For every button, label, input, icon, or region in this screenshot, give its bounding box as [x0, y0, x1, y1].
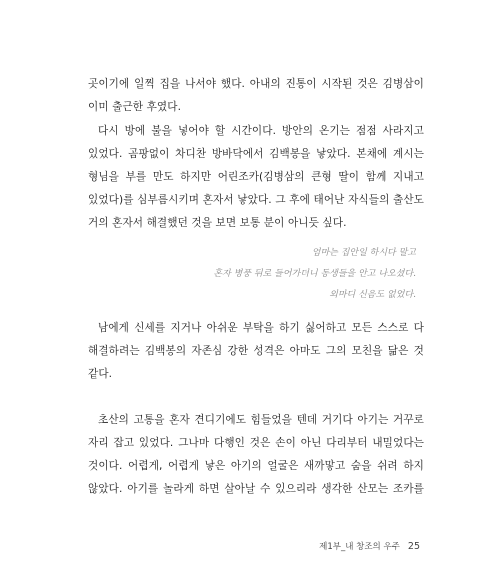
- body-line: 있었다. 곰팡없이 차디찬 방바닥에서 김백봉을 낳았다. 본채에 계시는: [88, 148, 424, 160]
- body-line: 있었다)를 심부름시키며 혼자서 낳았다. 그 후에 태어난 자식들의 출산도: [88, 194, 424, 206]
- body-line: 이미 출근한 후였다.: [88, 101, 182, 113]
- body-line: 자리 잡고 있었다. 그나마 다행인 것은 손이 아닌 다리부터 내밀었다는: [88, 437, 424, 449]
- quote-line: 외마디 신음도 없었다.: [329, 290, 416, 300]
- body-line: 같다.: [88, 368, 113, 380]
- quote-line: 혼자 병풍 뒤로 들어가더니 동생들을 안고 나오셨다.: [213, 269, 416, 279]
- running-footer-section: 제1부_내 창조의 우주: [319, 542, 400, 552]
- page-footer: [319, 540, 420, 552]
- body-line: 곳이기에 일찍 집을 나서야 했다. 아내의 진통이 시작된 것은 김병삼이: [88, 78, 424, 90]
- body-line: 형님을 부를 만도 하지만 어린조카(김병삼의 큰형 딸이 함께 지내고: [88, 171, 424, 183]
- body-line: 거의 혼자서 해결했던 것을 보면 보통 분이 아니듯 싶다.: [88, 217, 347, 229]
- body-line: 남에게 신세를 지거나 아쉬운 부탁을 하기 싫어하고 모든 스스로 다: [98, 322, 424, 334]
- body-line: 해결하려는 김백봉의 자존심 강한 성격은 아마도 그의 모친을 닮은 것: [88, 345, 424, 357]
- body-line: 초산의 고통을 혼자 견디기에도 힘들었을 텐데 거기다 아기는 거꾸로: [98, 414, 424, 426]
- body-line: 것이다. 어렵게, 어렵게 낳은 아기의 얼굴은 새까맣고 숨을 쉬려 하지: [88, 460, 424, 472]
- quote-line: 엄마는 집안일 하시다 말고: [311, 248, 416, 258]
- page-number: 25: [407, 541, 420, 552]
- body-line: 않았다. 아기를 놀라게 하면 살아날 수 있으리라 생각한 산모는 조카를: [88, 483, 424, 495]
- body-line: 다시 방에 불을 넣어야 할 시간이다. 방안의 온기는 점점 사라지고: [98, 125, 424, 137]
